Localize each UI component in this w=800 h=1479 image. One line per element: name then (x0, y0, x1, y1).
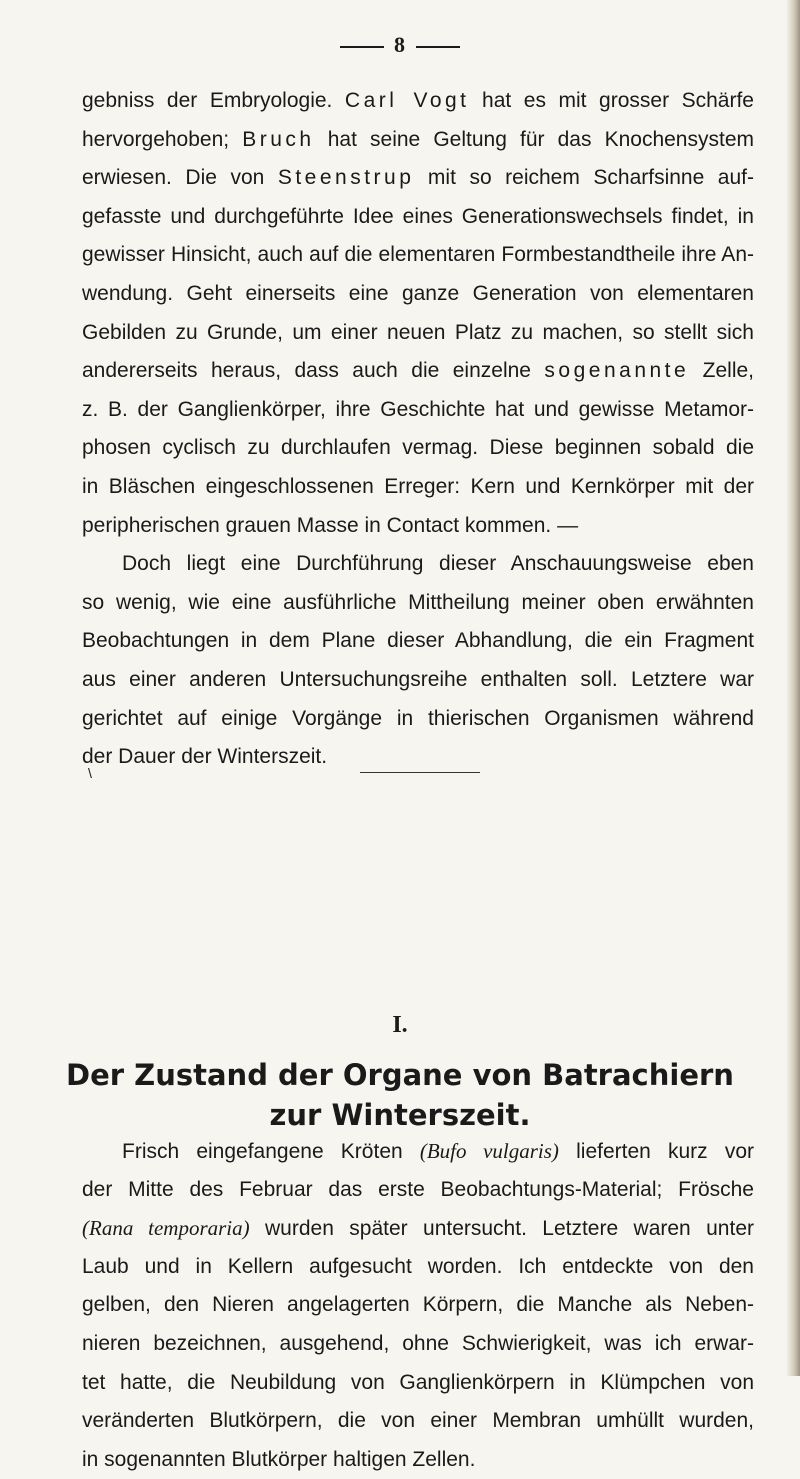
stray-mark: \ (88, 765, 92, 781)
section-title (0, 1055, 800, 1135)
emphasized-text: (Rana temporaria) (82, 1216, 250, 1241)
text-line: Laub und in Kellern aufgesucht worden. Ich entdeckte von den (82, 1254, 754, 1278)
emphasized-text: (Bufo vulgaris) (419, 1139, 559, 1163)
text-line: Frisch eingefangene Kröten (Bufo vulgaris) lieferten kurz vor (122, 1139, 755, 1163)
emphasized-text: Carl Vogt (344, 89, 470, 112)
header-rule-right (416, 46, 460, 48)
text-line: so wenig, wie eine ausführliche Mittheilung meiner oben erwähnten (82, 590, 754, 614)
text-line: gewisser Hinsicht, auch auf die elementaren Formbestandtheile ihre An- (82, 243, 754, 267)
text-line: erwiesen. Die von Steenstrup mit so reichem Scharfsinne auf- (82, 166, 754, 190)
text-line: phosen cyclisch zu durchlaufen vermag. Diese beginnen sobald die (82, 436, 754, 460)
text-line: andererseits heraus, dass auch die einzelne sogenannte Zelle, (82, 359, 754, 383)
emphasized-text: Steenstrup (277, 166, 415, 190)
paragraph-3 (82, 1132, 754, 1479)
section-divider (360, 772, 480, 773)
text-line: veränderten Blutkörpern, die von einer Membran umhüllt wurden, (82, 1409, 754, 1433)
section-title-line-1: Der Zustand der Organe von Batrachiern (66, 1058, 734, 1092)
text-line: wendung. Geht einerseits eine ganze Generation von elementaren (82, 281, 754, 305)
text-line: Gebilden zu Grunde, um einer neuen Platz zu machen, so stellt sich (82, 320, 754, 344)
text-line: hervorgehoben; Bruch hat seine Geltung für das Knochensystem (82, 127, 754, 151)
text-line: (Rana temporaria) wurden später untersucht. Letztere waren unter (82, 1216, 754, 1241)
text-line: tet hatte, die Neubildung von Ganglienkörpern in Klümpchen von (82, 1370, 754, 1394)
text-block-lower (82, 1132, 754, 1479)
text-line: der Mitte des Februar das erste Beobachtungs-Material; Frösche (82, 1177, 754, 1201)
text-line: nieren bezeichnen, ausgehend, ohne Schwierigkeit, was ich erwar- (82, 1331, 754, 1355)
emphasized-text: Bruch (242, 127, 315, 151)
paragraph-2 (82, 545, 754, 777)
text-line: gefasste und durchgeführte Idee eines Generationswechsels findet, in (82, 204, 754, 228)
page-number-header (0, 32, 800, 58)
text-line: z. B. der Ganglienkörper, ihre Geschichte hat und gewisse Metamor- (82, 397, 754, 421)
section-number: I. (392, 1012, 408, 1038)
emphasized-text: sogenannte (544, 359, 690, 383)
text-line: Beobachtungen in dem Plane dieser Abhandlung, die ein Fragment (82, 629, 754, 653)
text-line: peripherischen grauen Masse in Contact kommen. — (82, 513, 579, 537)
page-edge-shadow (786, 0, 800, 1376)
text-line: aus einer anderen Untersuchungsreihe enthalten soll. Letztere war (82, 667, 754, 691)
text-line: der Dauer der Winterszeit. (82, 745, 328, 769)
section-title-line-2: zur Winterszeit. (269, 1098, 531, 1132)
page-number: 8 (394, 32, 406, 57)
text-line: gelben, den Nieren angelagerten Körpern, die Manche als Neben- (82, 1293, 754, 1317)
text-line: gerichtet auf einige Vorgänge in thierischen Organismen während (82, 706, 754, 730)
text-line: in sogenannten Blutkörper haltigen Zellen. (82, 1447, 476, 1471)
paragraph-1 (82, 82, 754, 545)
text-line: gebniss der Embryologie. Carl Vogt hat es mit grosser Schärfe (82, 89, 754, 112)
text-line: Doch liegt eine Durchführung dieser Anschauungsweise eben (122, 552, 754, 576)
text-block-upper (82, 82, 754, 777)
text-line: in Bläschen eingeschlossenen Erreger: Kern und Kernkörper mit der (82, 474, 754, 498)
header-rule-left (340, 46, 384, 48)
